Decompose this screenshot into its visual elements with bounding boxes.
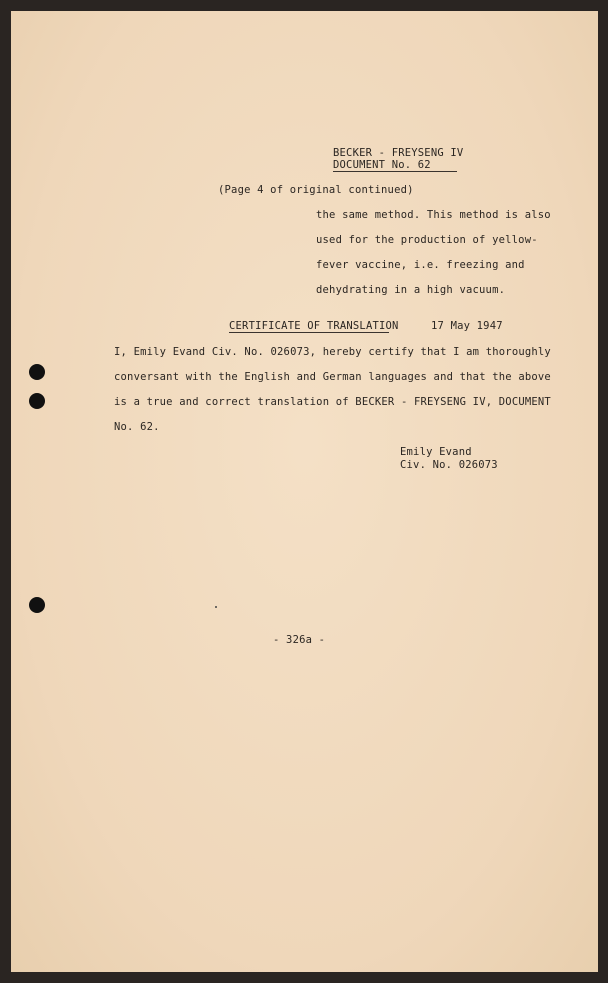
body-line-3: fever vaccine, i.e. freezing and [316, 259, 525, 271]
certificate-line-1: I, Emily Evand Civ. No. 026073, hereby certify that I am thoroughly [114, 346, 551, 358]
body-line-2: used for the production of yellow- [316, 234, 538, 246]
signature-civ-number: Civ. No. 026073 [400, 459, 498, 471]
certificate-line-4: No. 62. [114, 421, 160, 433]
body-line-1: the same method. This method is also [316, 209, 551, 221]
punch-hole-middle [29, 393, 45, 409]
header-underline [333, 171, 457, 172]
punch-hole-bottom [29, 597, 45, 613]
certificate-date: 17 May 1947 [431, 320, 503, 332]
page-number: - 326a - [273, 634, 326, 646]
certificate-line-2: conversant with the English and German languages and that the above [114, 371, 551, 383]
certificate-title-underline [229, 332, 389, 333]
certificate-title: CERTIFICATE OF TRANSLATION [229, 320, 399, 332]
document-page [11, 11, 598, 972]
document-header-line1: BECKER - FREYSENG IV [333, 147, 464, 159]
paper-speck [215, 606, 217, 608]
document-header-line2: DOCUMENT No. 62 [333, 159, 431, 171]
certificate-line-3: is a true and correct translation of BECKER - FREYSENG IV, DOCUMENT [114, 396, 551, 408]
signature-name: Emily Evand [400, 446, 472, 458]
body-line-4: dehydrating in a high vacuum. [316, 284, 506, 296]
punch-hole-top [29, 364, 45, 380]
continuation-note: (Page 4 of original continued) [218, 184, 414, 196]
